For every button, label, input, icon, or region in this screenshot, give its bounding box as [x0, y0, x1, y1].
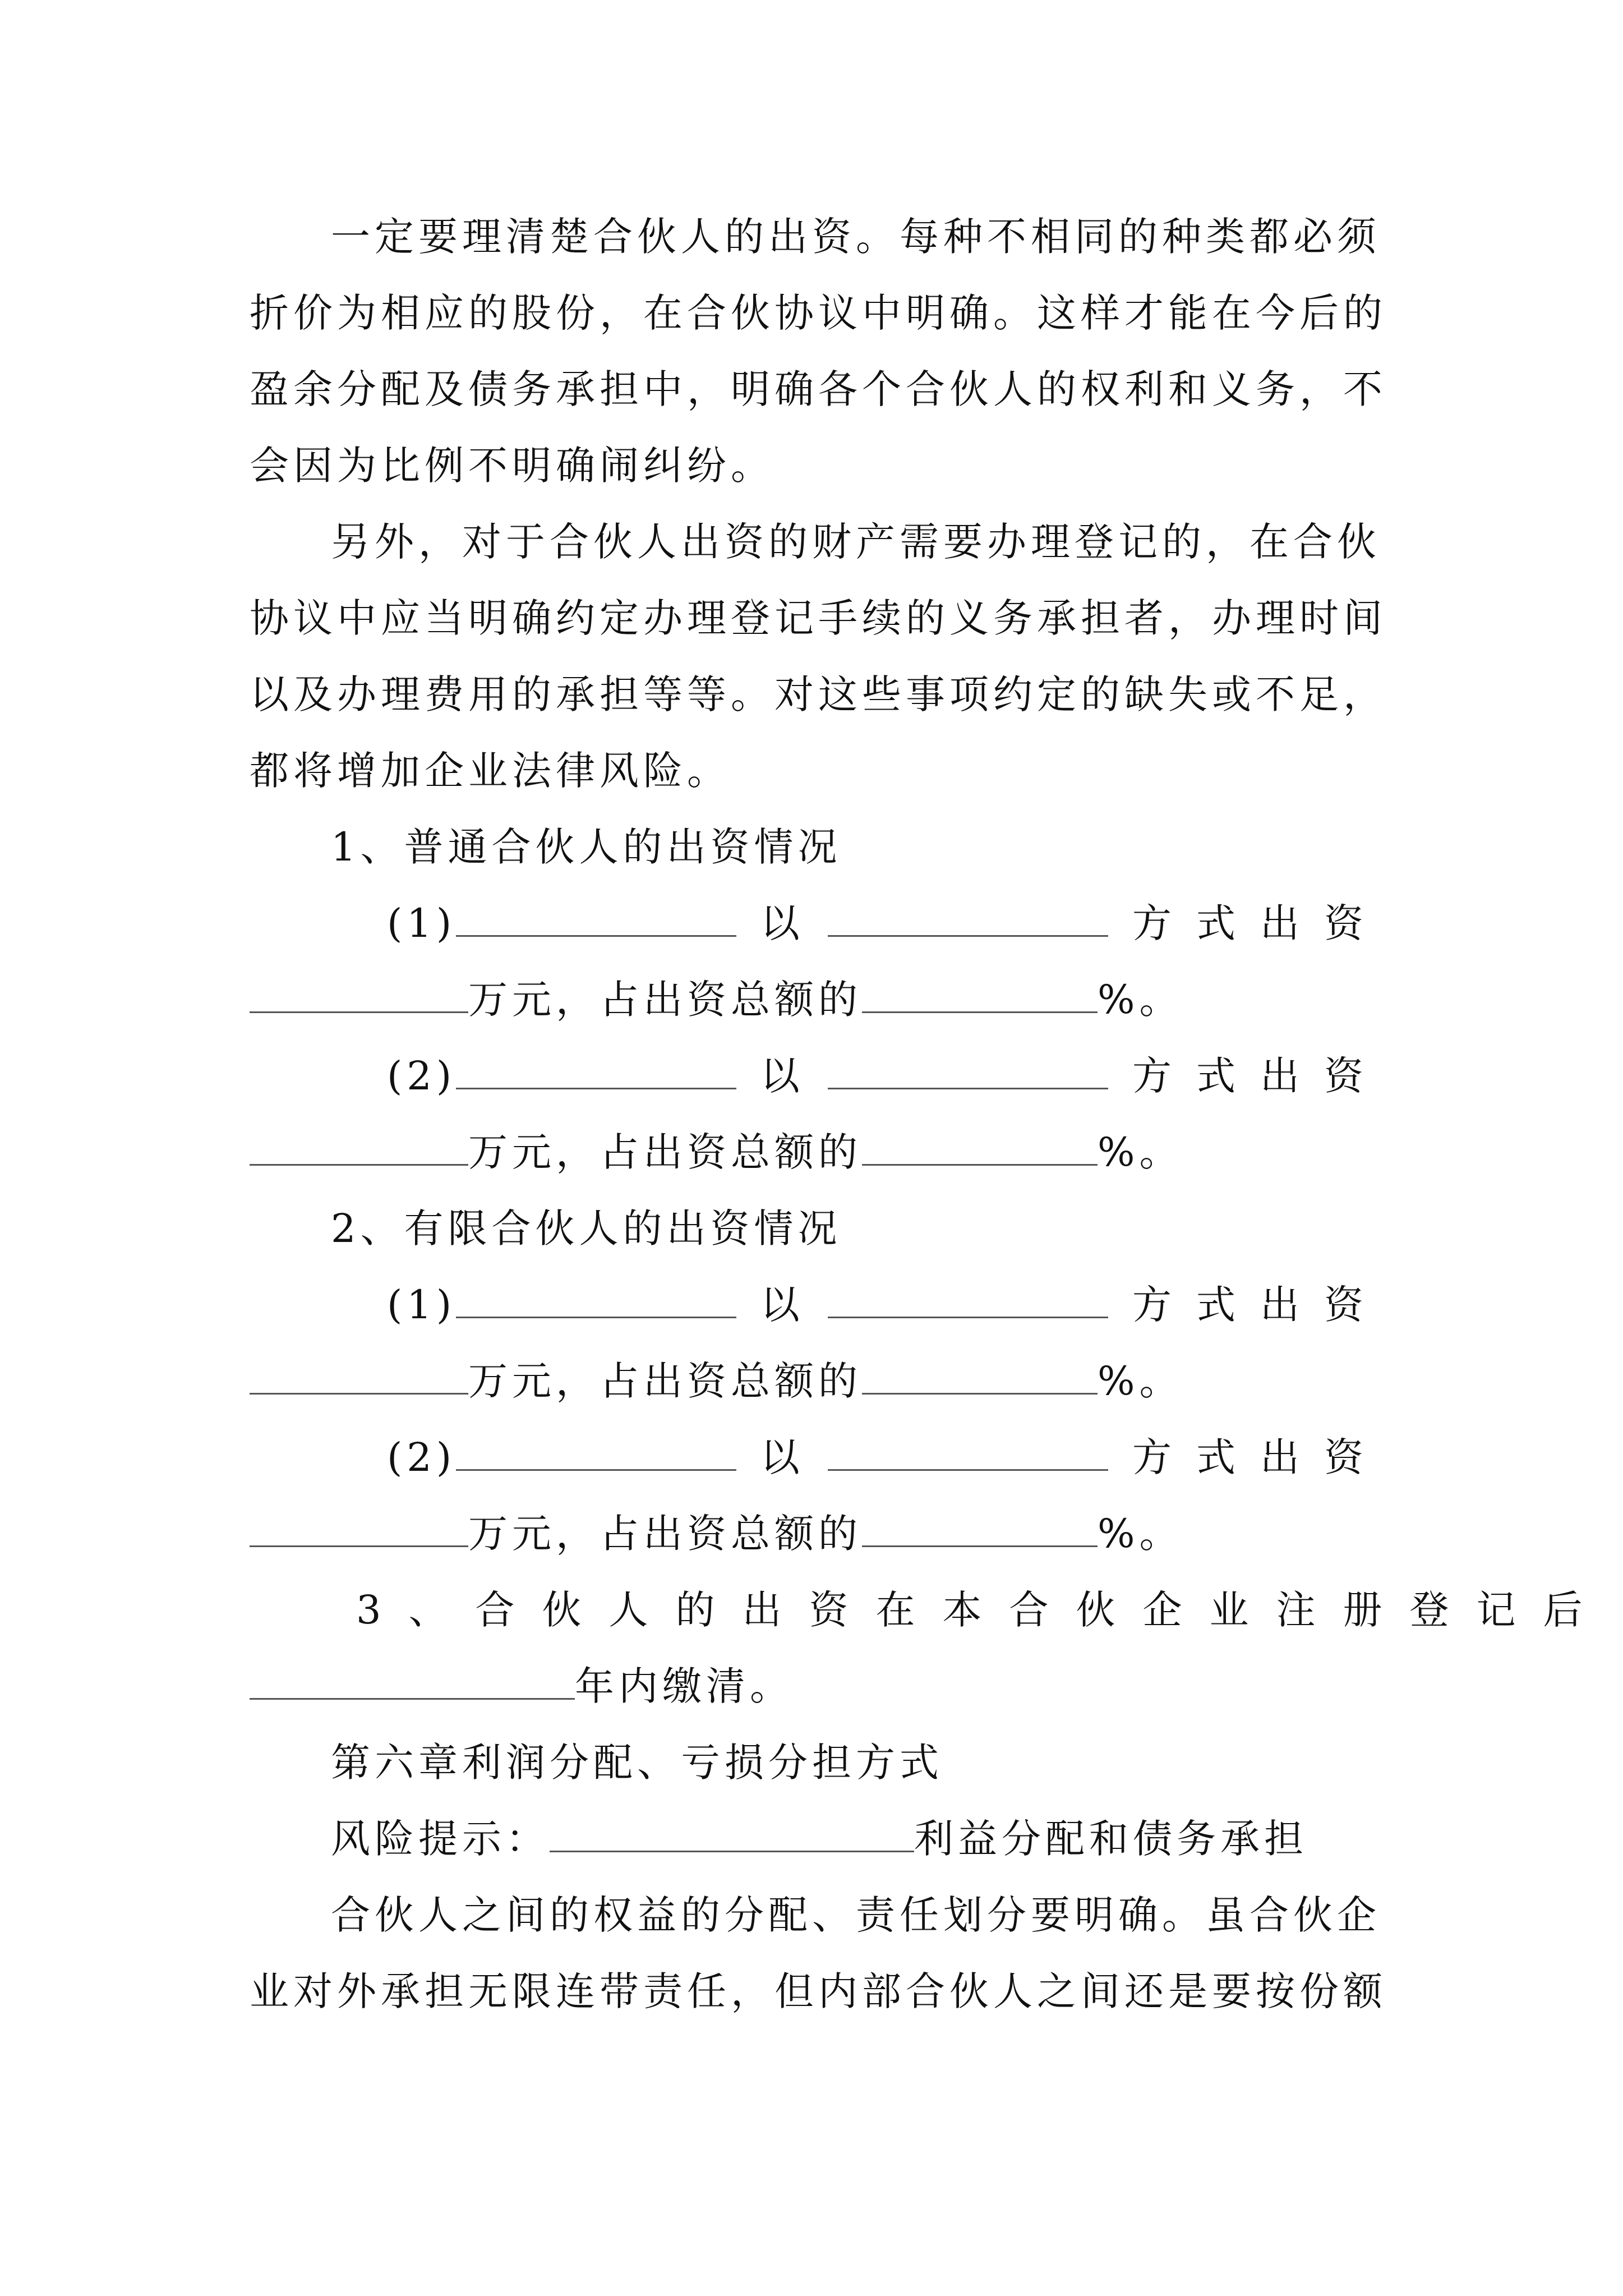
contribution-method-blank[interactable] [828, 1434, 1108, 1471]
contribution-method-blank[interactable] [828, 900, 1108, 937]
item-number: (2) [387, 1053, 457, 1099]
percent-sign: %。 [1098, 977, 1183, 1023]
by-word: 以 [760, 1434, 804, 1480]
paragraph-line: 一定要理清楚合伙人的出资。每种不相同的种类都必须 [331, 214, 1381, 260]
paragraph-line: 都将增加企业法律风险。 [250, 748, 731, 794]
payment-deadline-line: 3、合伙人的出资在本合伙企业注册登记后 [356, 1587, 1610, 1633]
section-heading-general-partner: 1、普通合伙人的出资情况 [331, 824, 842, 870]
contribution-row-continued [250, 1506, 1388, 1562]
risk-tip-suffix: 利益分配和债务承担 [914, 1816, 1308, 1862]
percent-sign: %。 [1098, 1129, 1183, 1175]
contribution-method-blank[interactable] [828, 1053, 1108, 1089]
contribution-row [387, 1277, 1388, 1333]
amount-share-text: 万元，占出资总额的 [468, 1358, 862, 1404]
contribute-phrase: 方式出资 [1132, 900, 1388, 946]
section-heading-limited-partner: 2、有限合伙人的出资情况 [331, 1205, 842, 1251]
percentage-blank[interactable] [862, 1358, 1098, 1395]
percent-sign: %。 [1098, 1358, 1183, 1404]
by-word: 以 [760, 1053, 804, 1099]
contribution-row [387, 1048, 1388, 1104]
payment-deadline-continued [250, 1658, 1388, 1714]
amount-blank[interactable] [250, 1358, 468, 1395]
partner-name-blank[interactable] [456, 900, 736, 937]
amount-share-text: 万元，占出资总额的 [468, 977, 862, 1023]
amount-blank[interactable] [250, 1511, 468, 1547]
percent-sign: %。 [1098, 1511, 1183, 1557]
risk-tip-label: 风险提示： [331, 1816, 550, 1862]
contribution-row [387, 895, 1388, 951]
paragraph-line: 业对外承担无限连带责任，但内部合伙人之间还是要按份额 [250, 1968, 1387, 2014]
paragraph-line: 盈余分配及债务承担中，明确各个合伙人的权利和义务，不 [250, 366, 1387, 412]
percentage-blank[interactable] [862, 1511, 1098, 1547]
by-word: 以 [760, 1282, 804, 1328]
contribute-phrase: 方式出资 [1132, 1434, 1388, 1480]
item-number: (1) [387, 1282, 457, 1328]
contribution-row-continued [250, 972, 1388, 1028]
risk-tip-blank[interactable] [550, 1816, 914, 1852]
contribution-row [387, 1429, 1388, 1485]
partner-name-blank[interactable] [456, 1053, 736, 1089]
contribution-method-blank[interactable] [828, 1282, 1108, 1318]
chapter-title: 第六章利润分配、亏损分担方式 [331, 1740, 943, 1786]
paragraph-line: 协议中应当明确约定办理登记手续的义务承担者，办理时间 [250, 595, 1387, 641]
amount-share-text: 万元，占出资总额的 [468, 1511, 862, 1557]
paragraph-line: 会因为比例不明确闹纠纷。 [250, 443, 774, 489]
item-number: (2) [387, 1434, 457, 1480]
contribution-row-continued [250, 1353, 1388, 1409]
amount-blank[interactable] [250, 1129, 468, 1166]
contribute-phrase: 方式出资 [1132, 1282, 1388, 1328]
amount-share-text: 万元，占出资总额的 [468, 1129, 862, 1175]
percentage-blank[interactable] [862, 1129, 1098, 1166]
years-blank[interactable] [250, 1663, 575, 1700]
paragraph-line: 合伙人之间的权益的分配、责任划分要明确。虽合伙企 [331, 1892, 1381, 1938]
percentage-blank[interactable] [862, 977, 1098, 1013]
paragraph-line: 以及办理费用的承担等等。对这些事项约定的缺失或不足， [250, 671, 1387, 717]
partner-name-blank[interactable] [456, 1282, 736, 1318]
paragraph-line: 折价为相应的股份，在合伙协议中明确。这样才能在今后的 [250, 290, 1387, 336]
contribution-row-continued [250, 1124, 1388, 1180]
amount-blank[interactable] [250, 977, 468, 1013]
paragraph-line: 另外，对于合伙人出资的财产需要办理登记的，在合伙 [331, 519, 1381, 565]
partner-name-blank[interactable] [456, 1434, 736, 1471]
payment-deadline-suffix: 年内缴清。 [575, 1663, 794, 1709]
item-number: (1) [387, 900, 457, 946]
risk-tip-line [331, 1811, 1469, 1867]
contribute-phrase: 方式出资 [1132, 1053, 1388, 1099]
by-word: 以 [760, 900, 804, 946]
